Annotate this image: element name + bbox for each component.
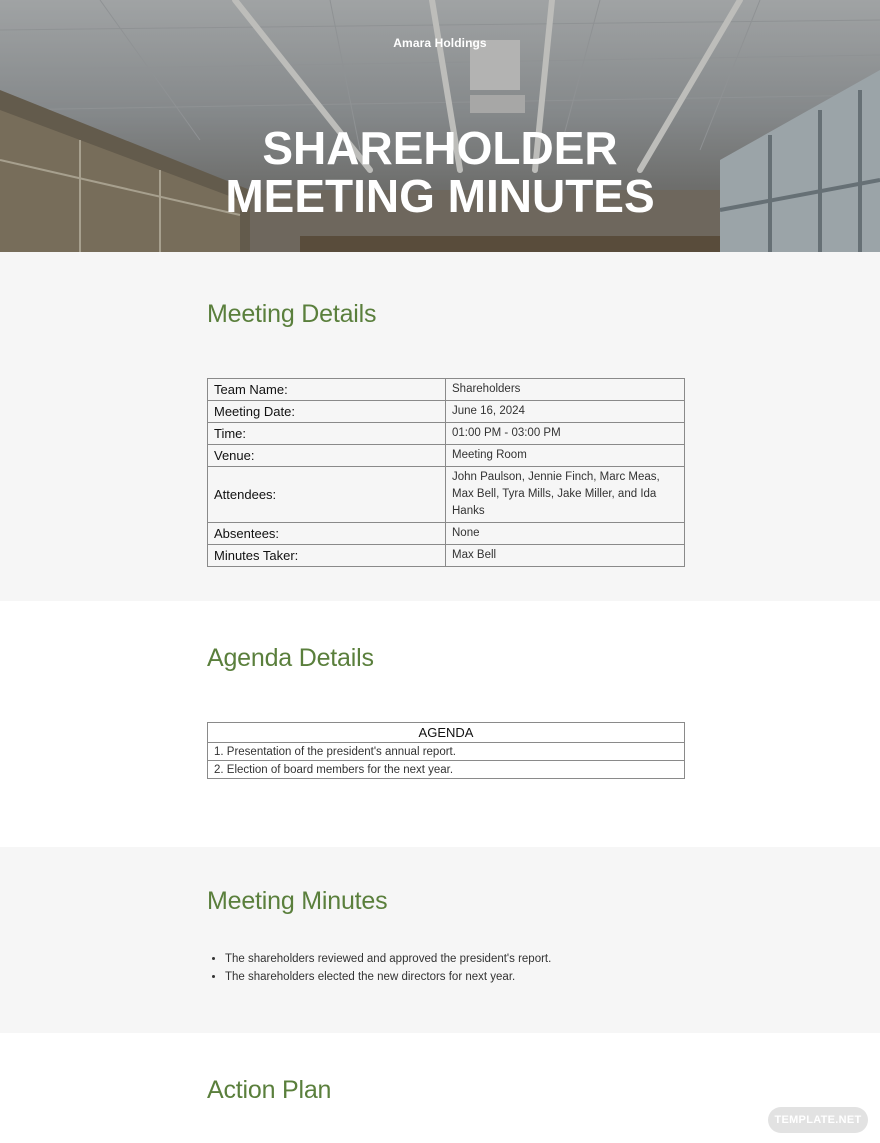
row-value: None — [446, 523, 685, 545]
table-row — [208, 467, 685, 523]
table-row — [208, 743, 685, 761]
table-row — [208, 761, 685, 779]
action-plan-heading: Action Plan — [207, 1076, 332, 1104]
table-row — [208, 423, 685, 445]
agenda-item: 2. Election of board members for the next year. — [208, 761, 685, 779]
action-plan-section — [0, 1033, 880, 1143]
row-value: 01:00 PM - 03:00 PM — [446, 423, 685, 445]
row-label: Team Name: — [208, 379, 446, 401]
watermark-badge: TEMPLATE.NET — [768, 1107, 868, 1133]
agenda-details-heading: Agenda Details — [207, 644, 374, 672]
row-value: Shareholders — [446, 379, 685, 401]
company-name: Amara Holdings — [393, 36, 487, 50]
row-label: Absentees: — [208, 523, 446, 545]
title-line-1: SHAREHOLDER — [262, 122, 618, 174]
meeting-details-heading: Meeting Details — [207, 300, 377, 328]
minutes-list — [225, 950, 551, 986]
row-value: June 16, 2024 — [446, 401, 685, 423]
agenda-table — [207, 722, 685, 779]
table-row — [208, 379, 685, 401]
row-label: Time: — [208, 423, 446, 445]
meeting-details-section — [0, 252, 880, 601]
row-value: John Paulson, Jennie Finch, Marc Meas, Max Bell, Tyra Mills, Jake Miller, and Ida Hanks — [446, 467, 685, 523]
row-label: Attendees: — [208, 467, 446, 523]
table-row — [208, 545, 685, 567]
table-header-row — [208, 723, 685, 743]
header-banner — [0, 0, 880, 252]
row-label: Meeting Date: — [208, 401, 446, 423]
table-row — [208, 445, 685, 467]
meeting-minutes-heading: Meeting Minutes — [207, 887, 388, 915]
table-row — [208, 523, 685, 545]
title-line-2: MEETING MINUTES — [225, 170, 655, 222]
list-item: • The shareholders reviewed and approved the president's report. — [225, 950, 551, 968]
meeting-minutes-section — [0, 847, 880, 1033]
agenda-details-section — [0, 601, 880, 847]
list-item: • The shareholders elected the new directors for next year. — [225, 968, 551, 986]
row-label: Venue: — [208, 445, 446, 467]
document-title — [0, 124, 880, 220]
agenda-item: 1. Presentation of the president's annual report. — [208, 743, 685, 761]
table-row — [208, 401, 685, 423]
meeting-details-table — [207, 378, 685, 567]
row-value: Meeting Room — [446, 445, 685, 467]
row-label: Minutes Taker: — [208, 545, 446, 567]
agenda-column-header: AGENDA — [208, 723, 685, 743]
row-value: Max Bell — [446, 545, 685, 567]
